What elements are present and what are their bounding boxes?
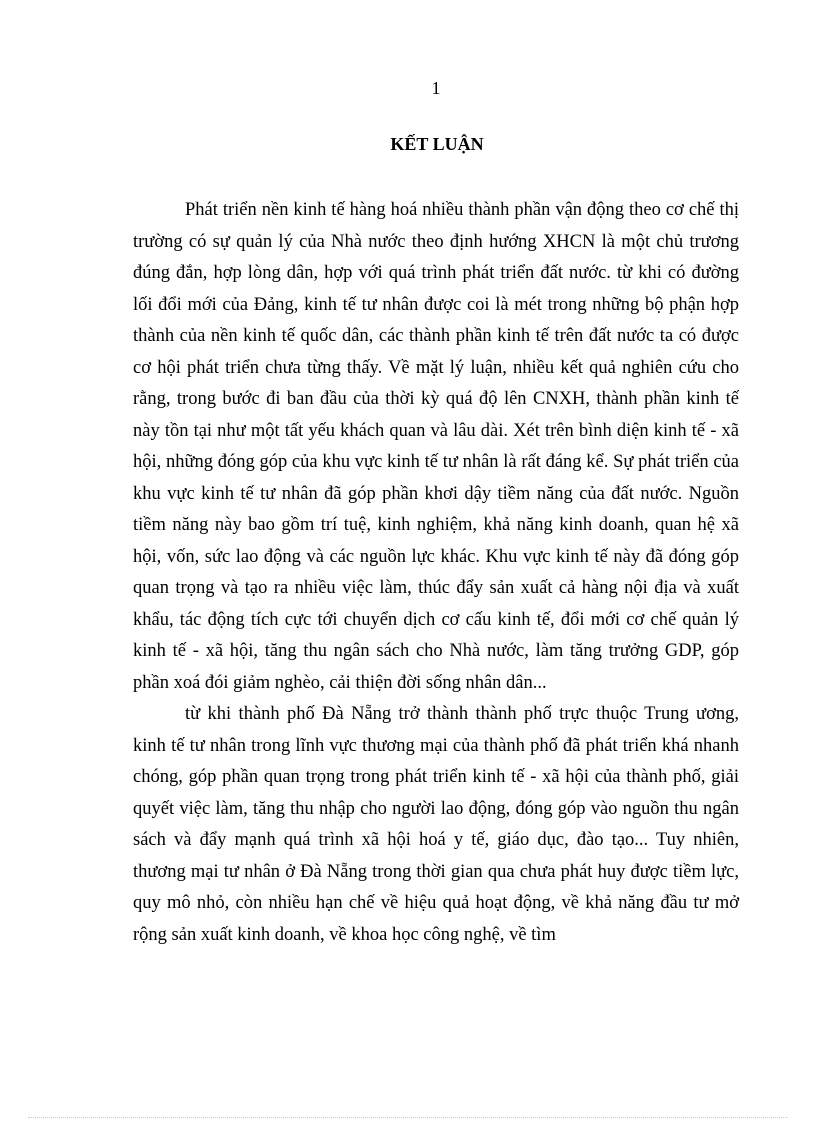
body-text bbox=[133, 195, 739, 951]
section-heading: KẾT LUẬN bbox=[390, 134, 484, 154]
paragraph-2: từ khi thành phố Đà Nẵng trở thành thành phố trực thuộc Trung ương, kinh tế tư nhân trong lĩnh vực thương mại của thành phố đã phát triển khá nhanh chóng, góp phần quan trọng trong phát triển kinh tế - xã hội của thành phố, giải quyết việc làm, tăng thu nhập cho người lao động, đóng góp vào nguồn thu ngân sách và đẩy mạnh quá trình xã hội hoá y tế, giáo dục, đào tạo... Tuy nhiên, thương mại tư nhân ở Đà Nẵng trong thời gian qua chưa phát huy được tiềm lực, quy mô nhỏ, còn nhiều hạn chế về hiệu quả hoạt động, về khả năng đầu tư mở rộng sản xuất kinh doanh, về khoa học công nghệ, về tìm bbox=[133, 704, 739, 945]
page-bottom-divider bbox=[28, 1117, 788, 1118]
paragraph-1: Phát triển nền kinh tế hàng hoá nhiều thành phần vận động theo cơ chế thị trường có sự quản lý của Nhà nước theo định hướng XHCN là một chủ trương đúng đắn, hợp lòng dân, hợp với quá trình phát triển đất nước. từ khi có đường lối đổi mới của Đảng, kinh tế tư nhân được coi là mét trong những bộ phận hợp thành của nền kinh tế quốc dân, các thành phần kinh tế trên đất nước ta có được cơ hội phát triển chưa từng thấy. Về mặt lý luận, nhiều kết quả nghiên cứu cho rằng, trong bước đi ban đầu của thời kỳ quá độ lên CNXH, thành phần kinh tế này tồn tại như một tất yếu khách quan và lâu dài. Xét trên bình diện kinh tế - xã hội, những đóng góp của khu vực kinh tế tư nhân là rất đáng kể. Sự phát triển của khu vực kinh tế tư nhân đã góp phần khơi dậy tiềm năng của đất nước. Nguồn tiềm năng này bao gồm trí tuệ, kinh nghiệm, khả năng kinh doanh, quan hệ xã hội, vốn, sức lao động và các nguồn lực khác. Khu vực kinh tế này đã đóng góp quan trọng và tạo ra nhiều việc làm, thúc đẩy sản xuất cả hàng nội địa và xuất khẩu, tác động tích cực tới chuyển dịch cơ cấu kinh tế, đổi mới cơ chế quản lý kinh tế - xã hội, tăng thu ngân sách cho Nhà nước, làm tăng trưởng GDP, góp phần xoá đói giảm nghèo, cải thiện đời sống nhân dân... bbox=[133, 200, 739, 693]
page-number: 1 bbox=[431, 78, 441, 98]
